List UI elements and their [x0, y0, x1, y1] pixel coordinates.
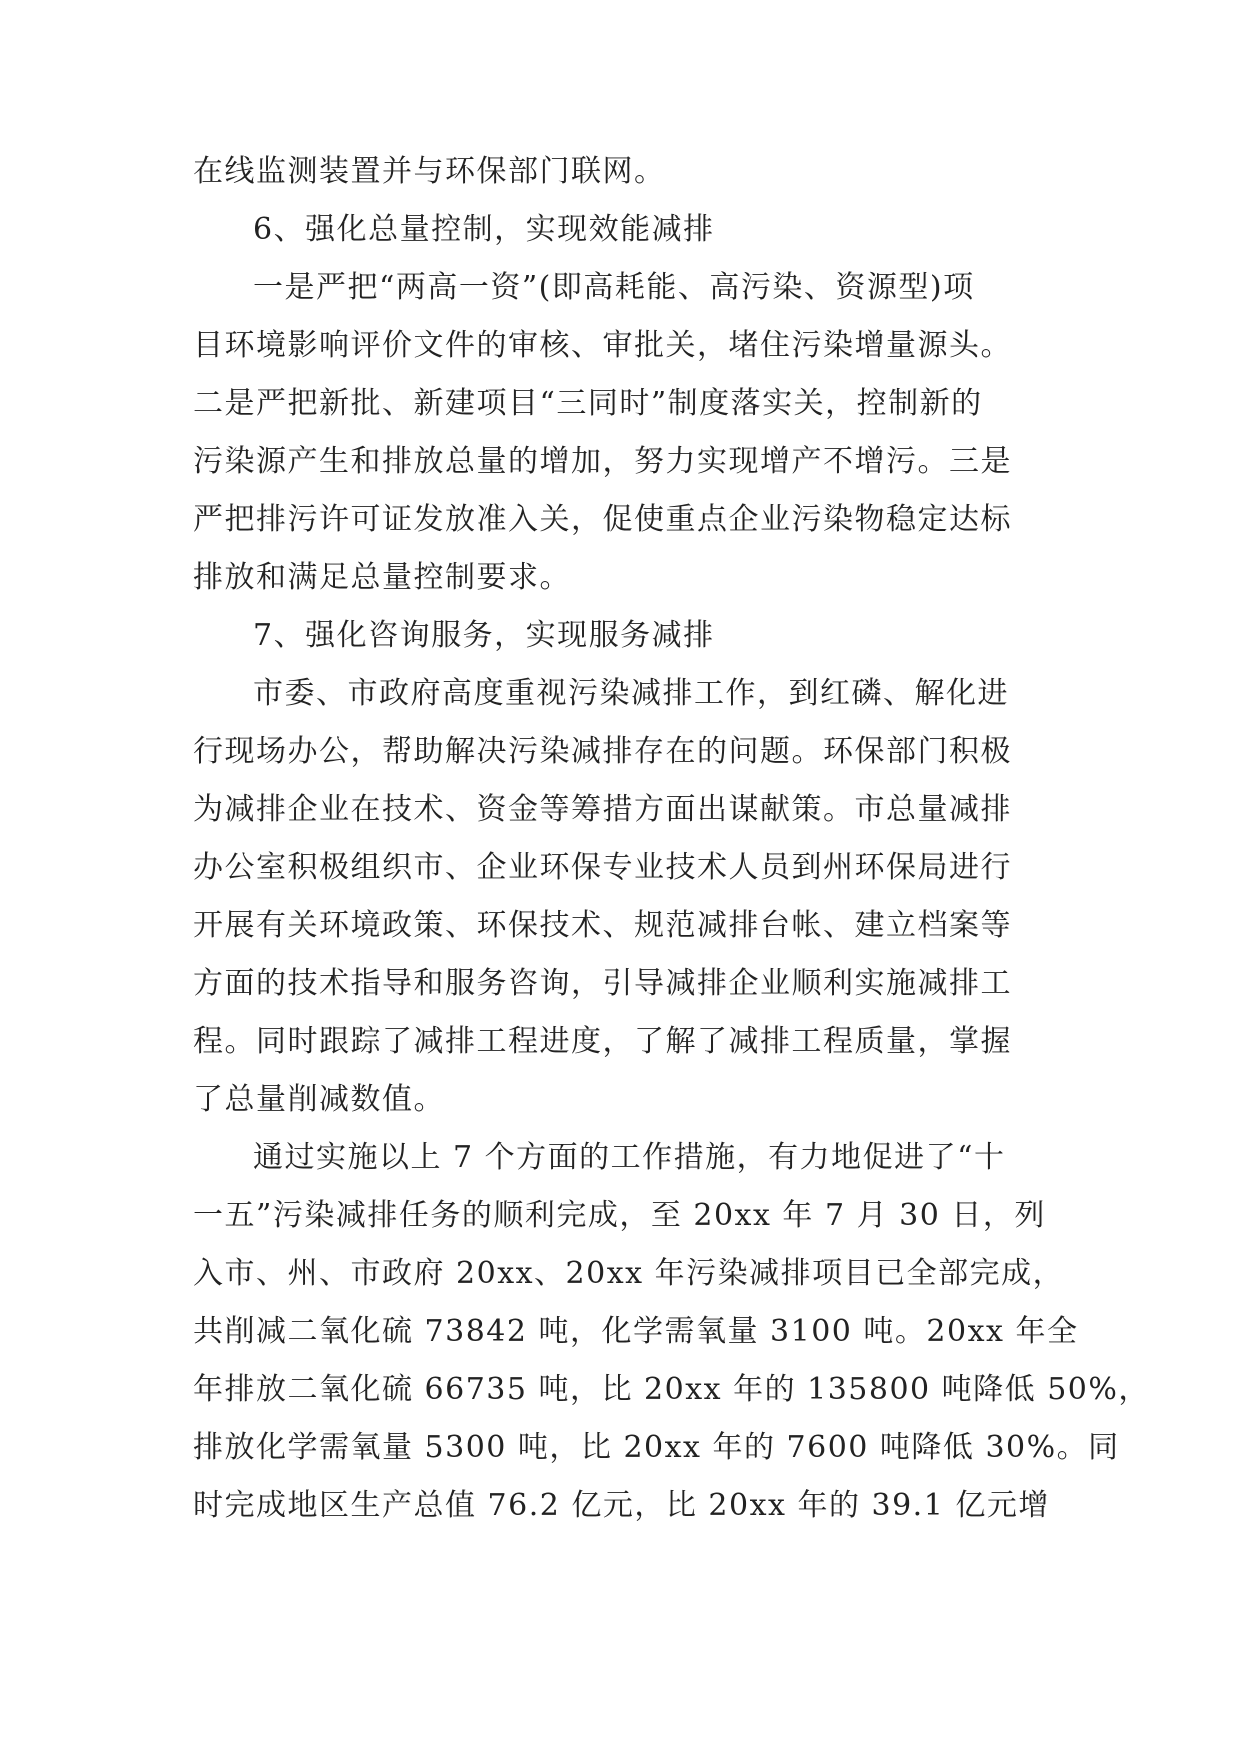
text-line: 一是严把“两高一资”(即高耗能、高污染、资源型)项 [253, 270, 975, 305]
text-line: 程。同时跟踪了减排工程进度，了解了减排工程质量，掌握 [193, 1024, 1012, 1059]
text-line: 排放和满足总量控制要求。 [193, 560, 571, 595]
text-line: 共削减二氧化硫 73842 吨，化学需氧量 3100 吨。20xx 年全 [193, 1314, 1079, 1349]
text-line: 方面的技术指导和服务咨询，引导减排企业顺利实施减排工 [193, 966, 1012, 1001]
text-line: 目环境影响评价文件的审核、审批关，堵住污染增量源头。 [193, 328, 1012, 363]
text-line: 排放化学需氧量 5300 吨，比 20xx 年的 7600 吨降低 30%。同 [193, 1430, 1120, 1465]
text-line: 时完成地区生产总值 76.2 亿元，比 20xx 年的 39.1 亿元增 [193, 1488, 1050, 1523]
text-line: 为减排企业在技术、资金等筹措方面出谋献策。市总量减排 [193, 792, 1012, 827]
text-line: 在线监测装置并与环保部门联网。 [193, 154, 666, 189]
text-line: 了总量削减数值。 [193, 1082, 445, 1117]
text-line: 通过实施以上 7 个方面的工作措施，有力地促进了“十 [253, 1140, 1006, 1175]
section-heading-6: 6、强化总量控制，实现效能减排 [253, 212, 715, 247]
text-line: 办公室积极组织市、企业环保专业技术人员到州环保局进行 [193, 850, 1012, 885]
text-line: 行现场办公，帮助解决污染减排存在的问题。环保部门积极 [193, 734, 1012, 769]
text-line: 开展有关环境政策、环保技术、规范减排台帐、建立档案等 [193, 908, 1012, 943]
text-line: 入市、州、市政府 20xx、20xx 年污染减排项目已全部完成， [193, 1256, 1065, 1291]
text-line: 污染源产生和排放总量的增加，努力实现增产不增污。三是 [193, 444, 1012, 479]
text-line: 一五”污染减排任务的顺利完成，至 20xx 年 7 月 30 日，列 [193, 1198, 1046, 1233]
text-line: 市委、市政府高度重视污染减排工作，到红磷、解化进 [253, 676, 1009, 711]
text-line: 二是严把新批、新建项目“三同时”制度落实关，控制新的 [193, 386, 983, 421]
text-line: 年排放二氧化硫 66735 吨，比 20xx 年的 135800 吨降低 50%， [193, 1372, 1150, 1407]
text-line: 严把排污许可证发放准入关，促使重点企业污染物稳定达标 [193, 502, 1012, 537]
section-heading-7: 7、强化咨询服务，实现服务减排 [253, 618, 715, 653]
